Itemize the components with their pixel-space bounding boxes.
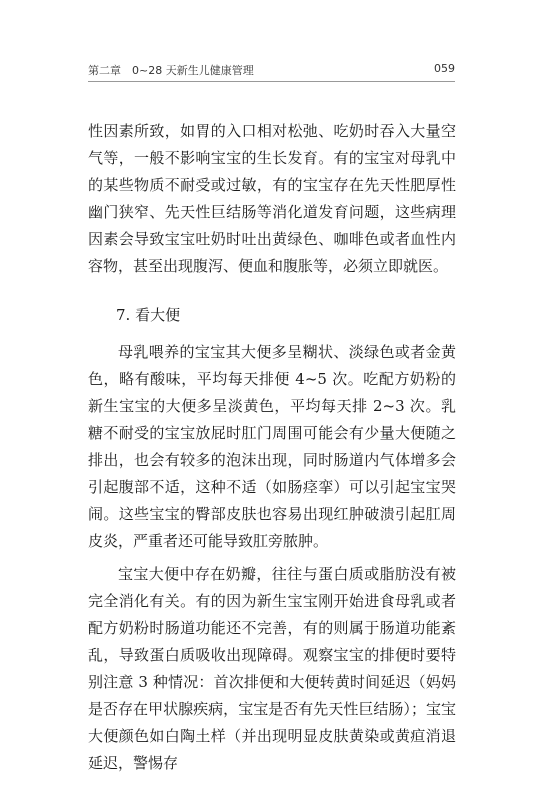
page-number: 059 xyxy=(434,62,455,75)
page-body xyxy=(88,118,456,777)
paragraph-stool-description: 母乳喂养的宝宝其大便多呈糊状、淡绿色或者金黄色，略有酸味，平均每天排便 4~5 次。吃配方奶粉的新生宝宝的大便多呈淡黄色，平均每天排 2~3 次。乳糖不耐受的宝宝放屁时肛门周围可能会有少量大便随之排出，也会有较多的泡沫出现，同时肠道内气体增多会引起腹部不适，这种不适（如肠痉挛）可以引起宝宝哭闹。这些宝宝的臀部皮肤也容易出现红肿破溃引起肛周皮炎，严重者还可能导致肛旁脓肿。 xyxy=(88,343,456,550)
paragraph-stool-observation: 宝宝大便中存在奶瓣，往往与蛋白质或脂肪没有被完全消化有关。有的因为新生宝宝刚开始进食母乳或者配方奶粉时肠道功能还不完善，有的则属于肠道功能紊乱，导致蛋白质吸收出现障碍。观察宝宝的排便时要特别注意 3 种情况：首次排便和大便转黄时间延迟（妈妈是否存在甲状腺疾病，宝宝是否有先天性巨结肠）；宝宝大便颜色如白陶土样（并出现明显皮肤黄染或黄疸消退延迟，警惕存 xyxy=(88,565,456,772)
running-header xyxy=(88,62,455,82)
chapter-title: 第二章 0~28 天新生儿健康管理 xyxy=(88,64,254,77)
header-rule xyxy=(88,81,455,82)
paragraph-continued: 性因素所致，如胃的入口相对松弛、吃奶时吞入大量空气等，一般不影响宝宝的生长发育。有的宝宝对母乳中的某些物质不耐受或过敏，有的宝宝存在先天性肥厚性幽门狭窄、先天性巨结肠等消化道发育问题，这些病理因素会导致宝宝吐奶时吐出黄绿色、咖啡色或者血性内容物，甚至出现腹泻、便血和腹胀等，必须立即就医。 xyxy=(88,122,456,275)
section-heading: 7. 看大便 xyxy=(116,306,181,324)
